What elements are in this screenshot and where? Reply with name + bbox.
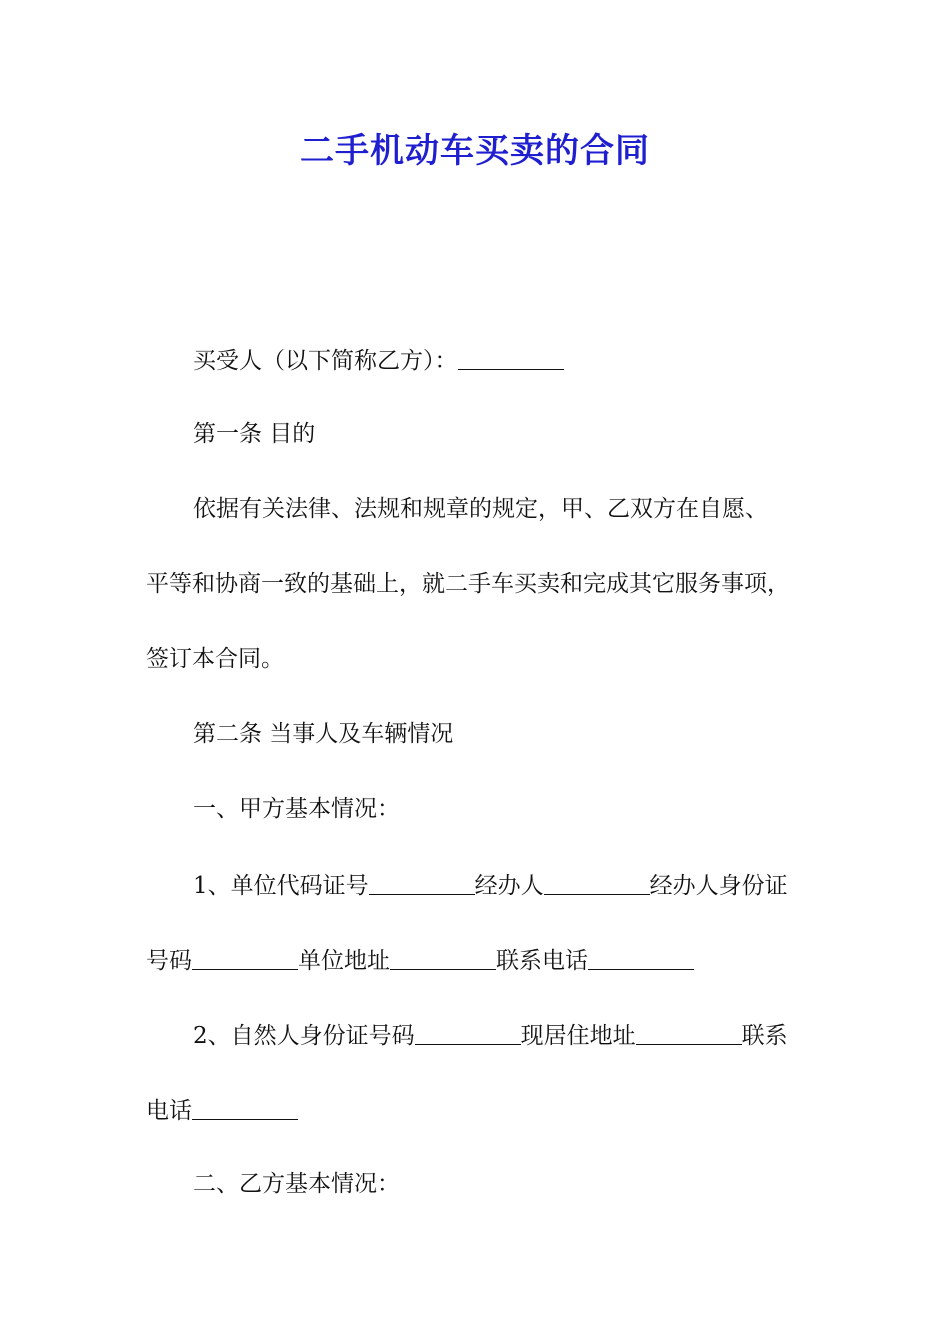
purpose-paragraph-line-3: 签订本合同。 [146, 646, 284, 672]
unit-code-label: 1、单位代码证号 [193, 873, 369, 899]
natural-person-id-label: 2、自然人身份证号码 [193, 1023, 415, 1049]
buyer-line [193, 343, 564, 377]
agent-blank [544, 868, 650, 895]
current-address-label: 现居住地址 [520, 1023, 636, 1049]
buyer-blank [458, 343, 564, 370]
party-a-natural-person-line [193, 1018, 788, 1052]
article-one-heading: 第一条 目的 [193, 421, 316, 447]
document-title: 二手机动车买卖的合同 [300, 131, 650, 171]
agent-id-blank [192, 943, 298, 970]
agent-id-label: 经办人身份证 [649, 873, 788, 899]
purpose-paragraph-line-2: 平等和协商一致的基础上，就二手车买卖和完成其它服务事项， [146, 571, 790, 597]
article-two-heading: 第二条 当事人及车辆情况 [193, 721, 454, 747]
contact-phone-blank [588, 943, 694, 970]
party-a-address-line [146, 943, 694, 977]
current-address-blank [636, 1018, 742, 1045]
party-a-unit-line [193, 868, 788, 902]
contact-label: 联系 [741, 1023, 788, 1049]
id-number-label: 号码 [146, 948, 192, 974]
unit-address-blank [390, 943, 496, 970]
unit-address-label: 单位地址 [298, 948, 390, 974]
party-a-heading: 一、甲方基本情况： [193, 796, 400, 822]
contact-phone-label: 联系电话 [496, 948, 588, 974]
phone-label: 电话 [146, 1098, 192, 1124]
party-a-phone-line [146, 1093, 298, 1127]
party-b-heading: 二、乙方基本情况： [193, 1171, 400, 1197]
buyer-label: 买受人（以下简称乙方）： [193, 348, 458, 374]
natural-person-id-blank [415, 1018, 521, 1045]
agent-label: 经办人 [474, 873, 544, 899]
unit-code-blank [369, 868, 475, 895]
purpose-paragraph-line-1: 依据有关法律、法规和规章的规定，甲、乙双方在自愿、 [193, 496, 768, 522]
phone-blank [192, 1093, 298, 1120]
